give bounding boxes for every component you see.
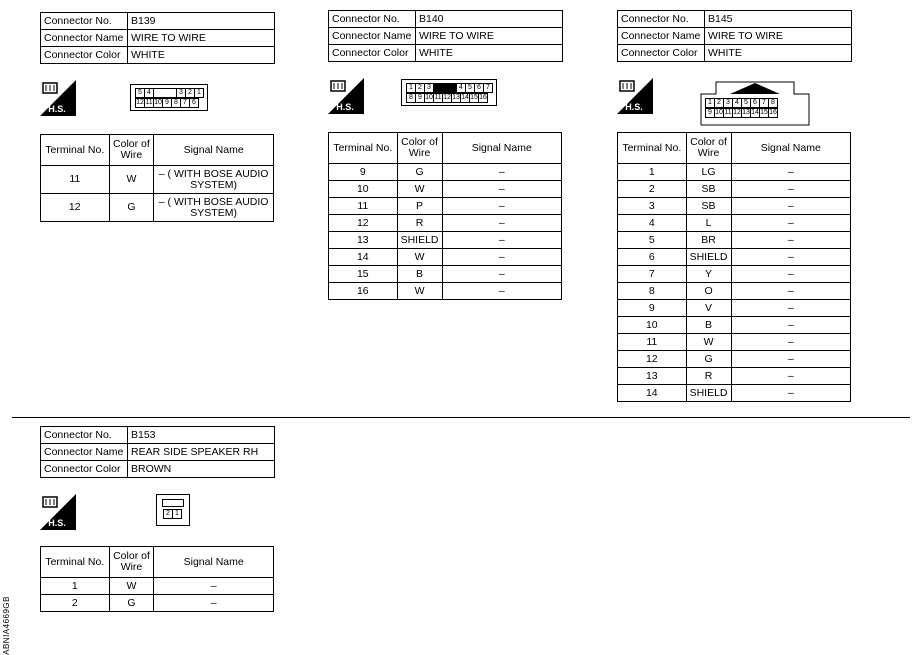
pin-row-bottom (135, 98, 203, 107)
pin: 16 (769, 109, 777, 116)
connector-name-value: REAR SIDE SPEAKER RH (128, 444, 275, 461)
pin: 8 (406, 93, 416, 103)
table-row: 11 W – ( WITH BOSE AUDIO SYSTEM) (41, 166, 274, 194)
pin: 1 (194, 88, 204, 98)
connector-no-value: B145 (705, 11, 852, 28)
pin-row-bottom (163, 509, 181, 518)
svg-text:H.S.: H.S. (48, 518, 66, 528)
pin: 1 (172, 509, 182, 519)
pin: 5 (465, 83, 475, 93)
pin: 11 (724, 109, 732, 116)
header-color-of-wire: Color of Wire (109, 547, 154, 578)
pin-slot (433, 83, 457, 93)
pin: 8 (171, 98, 181, 108)
pin: 12 (443, 94, 451, 101)
pin: 8 (768, 98, 778, 108)
pin: 4 (456, 83, 466, 93)
connector-block-b140 (328, 10, 563, 62)
harness-side-icon (40, 494, 76, 530)
harness-side-icon (328, 78, 364, 114)
pin: 13 (742, 109, 750, 116)
table-row: 12 G – (618, 351, 851, 368)
label-connector-name: Connector Name (329, 28, 416, 45)
table-row: 12 R – (329, 215, 562, 232)
pin: 3 (723, 98, 733, 108)
pin: 14 (461, 94, 469, 101)
table-row: 2 G – (41, 595, 274, 612)
table-row: 2 SB – (618, 181, 851, 198)
pin-row-top (406, 83, 492, 92)
pin: 9 (705, 108, 715, 118)
table-row: 9 V – (618, 300, 851, 317)
connector-name-value: WIRE TO WIRE (416, 28, 563, 45)
table-row: 11 W – (618, 334, 851, 351)
label-connector-color: Connector Color (618, 45, 705, 62)
pin: 2 (714, 98, 724, 108)
connector-block-b145 (617, 10, 852, 62)
label-connector-no: Connector No. (41, 427, 128, 444)
connector-block-b139 (40, 12, 275, 64)
table-row: 14 SHIELD – (618, 385, 851, 402)
label-connector-name: Connector Name (618, 28, 705, 45)
pin: 2 (415, 83, 425, 93)
header-terminal-no: Terminal No. (618, 133, 687, 164)
pin: 6 (189, 98, 199, 108)
pin: 6 (750, 98, 760, 108)
pin: 11 (434, 94, 442, 101)
pin: 16 (479, 94, 487, 101)
table-row: 10 B – (618, 317, 851, 334)
table-row: 14 W – (329, 249, 562, 266)
header-color-of-wire: Color of Wire (109, 135, 154, 166)
pin: 9 (415, 93, 425, 103)
header-terminal-no: Terminal No. (329, 133, 398, 164)
table-row: 8 O – (618, 283, 851, 300)
table-row: 1 W – (41, 578, 274, 595)
terminal-table-b140 (328, 132, 562, 300)
pin: 4 (732, 98, 742, 108)
pin: 15 (470, 94, 478, 101)
harness-side-icon (40, 80, 76, 116)
connector-face-b153 (156, 494, 190, 526)
header-color-of-wire: Color of Wire (397, 133, 442, 164)
header-signal-name: Signal Name (731, 133, 850, 164)
pin: 2 (185, 88, 195, 98)
pin: 7 (180, 98, 190, 108)
connector-no-value: B139 (128, 13, 275, 30)
label-connector-color: Connector Color (41, 461, 128, 478)
pin: 5 (135, 88, 145, 98)
figure-code: ABNIA4669GB (2, 596, 11, 655)
pin: 14 (751, 109, 759, 116)
svg-text:H.S.: H.S. (48, 104, 66, 114)
pin: 2 (163, 509, 173, 519)
table-row: 5 BR – (618, 232, 851, 249)
label-connector-name: Connector Name (41, 444, 128, 461)
label-connector-color: Connector Color (329, 45, 416, 62)
connector-no-value: B153 (128, 427, 275, 444)
pin: 5 (741, 98, 751, 108)
header-color-of-wire: Color of Wire (686, 133, 731, 164)
svg-text:H.S.: H.S. (625, 102, 643, 112)
table-row: 6 SHIELD – (618, 249, 851, 266)
pin: 4 (144, 88, 154, 98)
table-row: 15 B – (329, 266, 562, 283)
label-connector-no: Connector No. (329, 11, 416, 28)
pin: 11 (145, 99, 153, 106)
pin: 7 (483, 83, 493, 93)
pin: 9 (162, 98, 172, 108)
header-terminal-no: Terminal No. (41, 135, 110, 166)
label-connector-no: Connector No. (41, 13, 128, 30)
header-signal-name: Signal Name (154, 547, 274, 578)
connector-name-value: WIRE TO WIRE (128, 30, 275, 47)
connector-no-value: B140 (416, 11, 563, 28)
connector-latch (162, 499, 184, 507)
header-terminal-no: Terminal No. (41, 547, 110, 578)
terminal-table-b153 (40, 546, 274, 612)
harness-side-icon (617, 78, 653, 114)
pin: 12 (136, 99, 144, 106)
terminal-table-b139 (40, 134, 274, 222)
pin-row-bottom (406, 93, 492, 102)
svg-text:H.S.: H.S. (336, 102, 354, 112)
terminal-table-b145 (617, 132, 851, 402)
pin: 10 (715, 109, 723, 116)
table-row: 13 SHIELD – (329, 232, 562, 249)
label-connector-name: Connector Name (41, 30, 128, 47)
label-connector-color: Connector Color (41, 47, 128, 64)
pin-row-top (705, 98, 777, 107)
connector-info-table (40, 426, 275, 478)
pin: 10 (154, 99, 162, 106)
connector-color-value: WHITE (416, 45, 563, 62)
header-signal-name: Signal Name (442, 133, 561, 164)
table-row: 12 G – ( WITH BOSE AUDIO SYSTEM) (41, 194, 274, 222)
table-row: 1 LG – (618, 164, 851, 181)
pin-row-top (135, 88, 203, 97)
pin-row-bottom (705, 108, 777, 117)
table-row: 3 SB – (618, 198, 851, 215)
pin: 13 (452, 94, 460, 101)
pin: 12 (733, 109, 741, 116)
connector-block-b153 (40, 426, 275, 478)
label-connector-no: Connector No. (618, 11, 705, 28)
pin: 10 (425, 94, 433, 101)
table-row: 10 W – (329, 181, 562, 198)
section-divider (12, 417, 910, 418)
pin: 3 (424, 83, 434, 93)
connector-face-b140 (401, 79, 497, 106)
table-row: 13 R – (618, 368, 851, 385)
table-row: 16 W – (329, 283, 562, 300)
pin: 1 (406, 83, 416, 93)
table-row: 9 G – (329, 164, 562, 181)
pin: 15 (760, 109, 768, 116)
pin: 1 (705, 98, 715, 108)
table-row: 4 L – (618, 215, 851, 232)
connector-info-table (617, 10, 852, 62)
connector-color-value: BROWN (128, 461, 275, 478)
connector-name-value: WIRE TO WIRE (705, 28, 852, 45)
pin-slot (153, 88, 177, 98)
connector-color-value: WHITE (705, 45, 852, 62)
table-row: 7 Y – (618, 266, 851, 283)
connector-info-table (328, 10, 563, 62)
table-row: 11 P – (329, 198, 562, 215)
connector-face-b139 (130, 84, 208, 111)
connector-info-table (40, 12, 275, 64)
pin: 3 (176, 88, 186, 98)
connector-color-value: WHITE (128, 47, 275, 64)
header-signal-name: Signal Name (154, 135, 274, 166)
pin: 6 (474, 83, 484, 93)
pin: 7 (759, 98, 769, 108)
